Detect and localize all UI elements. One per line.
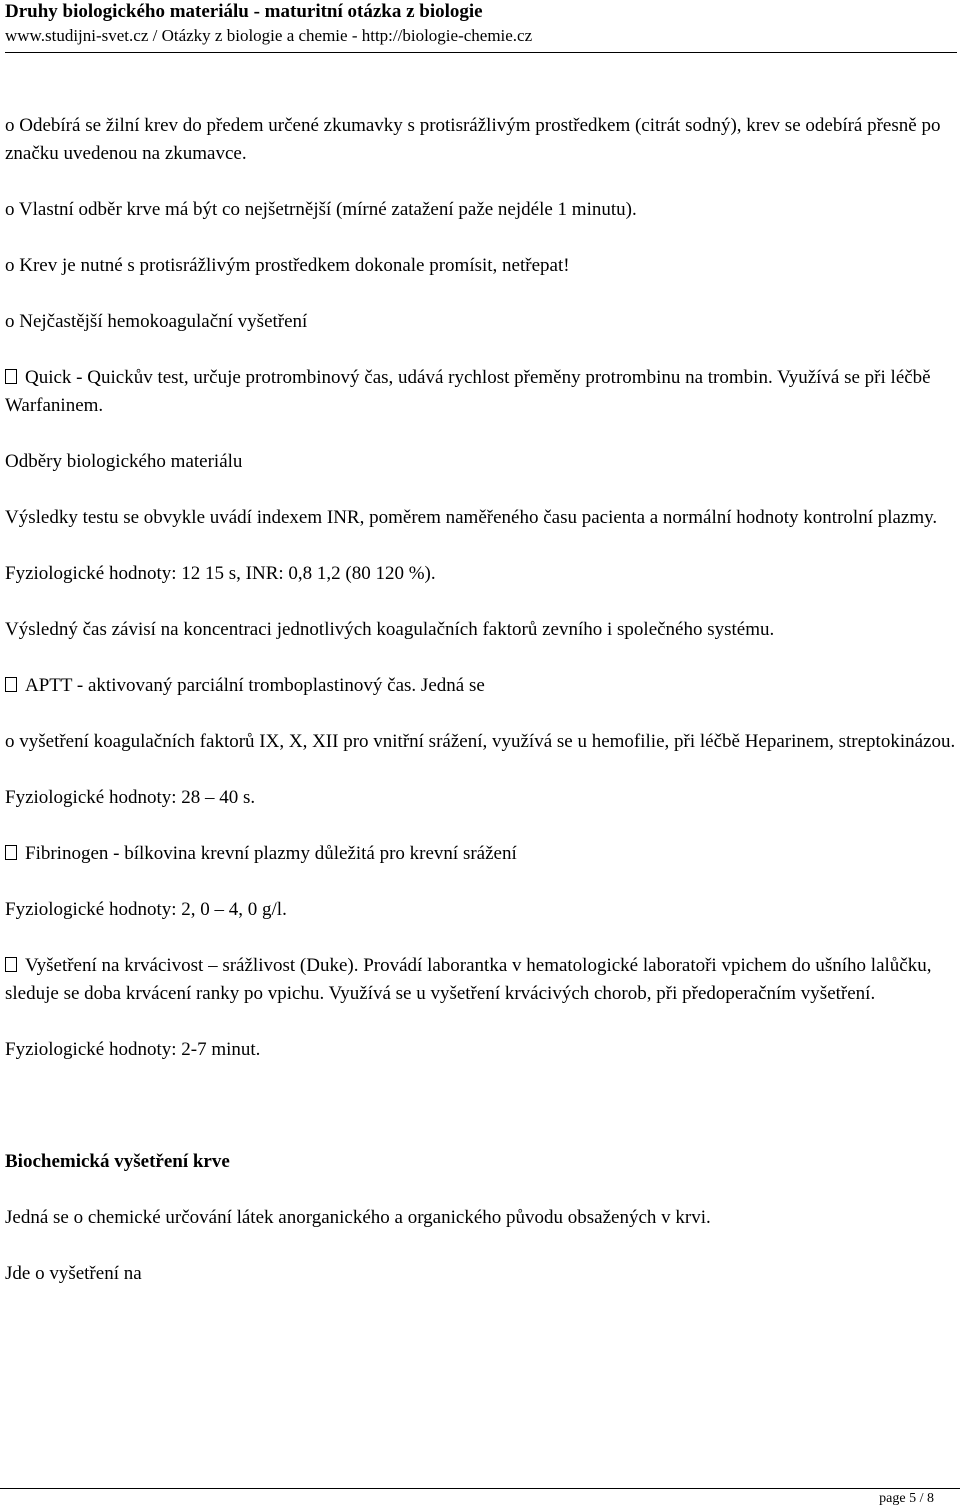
- paragraph-gentle-draw: o Vlastní odběr krve má být co nejšetrnější (mírné zatažení paže nejdéle 1 minutu).: [5, 199, 637, 220]
- footer-rule: [0, 1488, 960, 1489]
- document-source-line: www.studijni-svet.cz / Otázky z biologie a chemie - http://biologie-chemie.cz: [5, 26, 533, 45]
- square-bullet-icon: [5, 957, 17, 972]
- paragraph-inr: Výsledky testu se obvykle uvádí indexem INR, poměrem naměřeného času pacienta a normální hodnoty kontrolní plazmy.: [5, 507, 938, 528]
- bullet-item-fibrinogen: [5, 840, 957, 868]
- section-heading-biochemistry: Biochemická vyšetření krve: [5, 1151, 230, 1172]
- paragraph-factors: Výsledný čas závisí na koncentraci jednotlivých koagulačních faktorů zevního i společného systému.: [5, 619, 775, 640]
- paragraph-duke-values: Fyziologické hodnoty: 2-7 minut.: [5, 1039, 261, 1060]
- paragraph-quick-values: Fyziologické hodnoty: 12 15 s, INR: 0,8 1,2 (80 120 %).: [5, 563, 436, 584]
- paragraph-blood-draw: o Odebírá se žilní krev do předem určené zkumavky s protisrážlivým prostředkem (citrát sodný), krev se odebírá přesně po značku uvedenou na zkumavce.: [5, 115, 941, 164]
- bullet-item-quick: [5, 364, 957, 420]
- bullet-item-duke: [5, 952, 957, 1008]
- page-number: page 5 / 8: [879, 1491, 934, 1506]
- paragraph-section-label: Odběry biologického materiálu: [5, 451, 243, 472]
- page-header: [5, 0, 957, 53]
- bullet-item-fibrinogen-text: Fibrinogen - bílkovina krevní plazmy důležitá pro krevní srážení: [25, 843, 517, 864]
- paragraph-mix-blood: o Krev je nutné s protisrážlivým prostředkem dokonale promísit, netřepat!: [5, 255, 570, 276]
- square-bullet-icon: [5, 369, 17, 384]
- bullet-item-aptt-text: APTT - aktivovaný parciální tromboplastinový čas. Jedná se: [25, 675, 485, 696]
- paragraph-aptt-values: Fyziologické hodnoty: 28 – 40 s.: [5, 787, 256, 808]
- document-body: [5, 112, 957, 1288]
- paragraph-aptt-detail: o vyšetření koagulačních faktorů IX, X, XII pro vnitřní srážení, využívá se u hemofilie, při léčbě Heparinem, streptokinázou.: [5, 731, 956, 752]
- paragraph-tests-intro: Jde o vyšetření na: [5, 1263, 142, 1284]
- bullet-item-duke-text: Vyšetření na krvácivost – srážlivost (Duke). Provádí laborantka v hematologické laboratoři vpichem do ušního lalůčku, sleduje se doba krvácení ranky po vpichu. Využívá se u vyšetření krvácivých chorob, při předoperačním vyšetření.: [5, 955, 932, 1004]
- bullet-item-quick-text: Quick - Quickův test, určuje protrombinový čas, udává rychlost přeměny protrombinu na trombin. Využívá se při léčbě Warfaninem.: [5, 367, 931, 416]
- document-title: Druhy biologického materiálu - maturitní otázka z biologie: [5, 1, 483, 22]
- square-bullet-icon: [5, 845, 17, 860]
- paragraph-biochemistry: Jedná se o chemické určování látek anorganického a organického původu obsažených v krvi.: [5, 1207, 711, 1228]
- square-bullet-icon: [5, 677, 17, 692]
- bullet-item-aptt: [5, 672, 957, 700]
- paragraph-hemocoagulation: o Nejčastější hemokoagulační vyšetření: [5, 311, 308, 332]
- paragraph-fibrinogen-values: Fyziologické hodnoty: 2, 0 – 4, 0 g/l.: [5, 899, 287, 920]
